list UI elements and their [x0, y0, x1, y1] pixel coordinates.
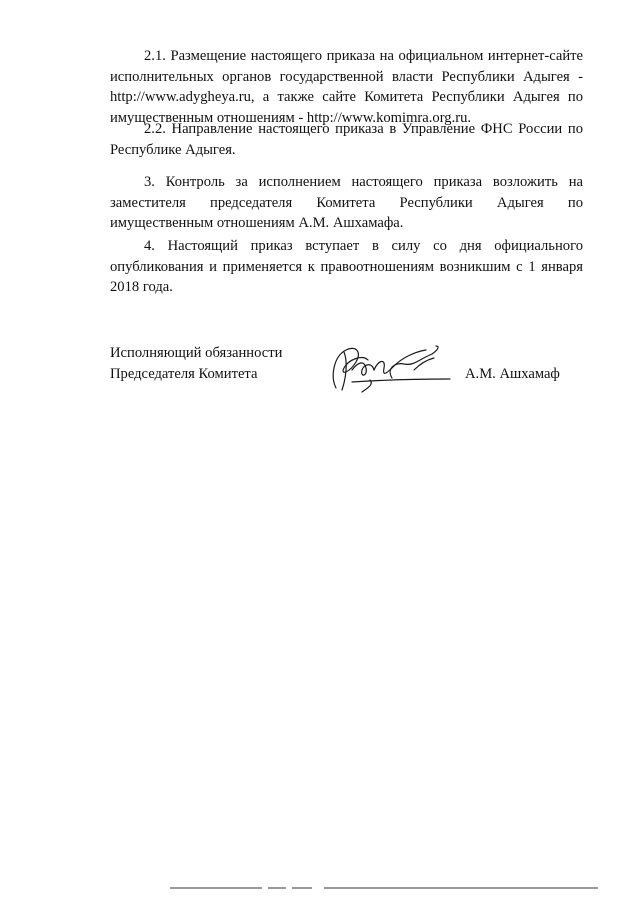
signatory-name: А.М. Ашхамаф: [465, 366, 560, 382]
handwritten-signature: [322, 338, 462, 400]
scan-footer-rule: [0, 884, 640, 894]
paragraph-2-1: 2.1. Размещение настоящего приказа на официальном интернет-сайте исполнительных органов государственной власти Республики Адыгея - http://www.adygheya.ru, а также сайте Комитета Республики Адыгея по имущественным отношениям - http://www.komimra.org.ru.: [110, 48, 583, 126]
paragraph-4: 4. Настоящий приказ вступает в силу со дня официального опубликования и применяется к правоотношениям возникшим с 1 января 2018 года.: [110, 238, 583, 295]
signatory-title: [110, 343, 282, 384]
paragraph-2-2: 2.2. Направление настоящего приказа в Управление ФНС России по Республике Адыгея.: [110, 121, 583, 158]
signatory-title-line-1: Исполняющий обязанности: [110, 345, 283, 361]
paragraph-3: 3. Контроль за исполнением настоящего приказа возложить на заместителя председателя Комитета Республики Адыгея по имущественным отношениям А.М. Ашхамафа.: [110, 174, 583, 231]
signatory-title-line-2: Председателя Комитета: [110, 365, 258, 382]
